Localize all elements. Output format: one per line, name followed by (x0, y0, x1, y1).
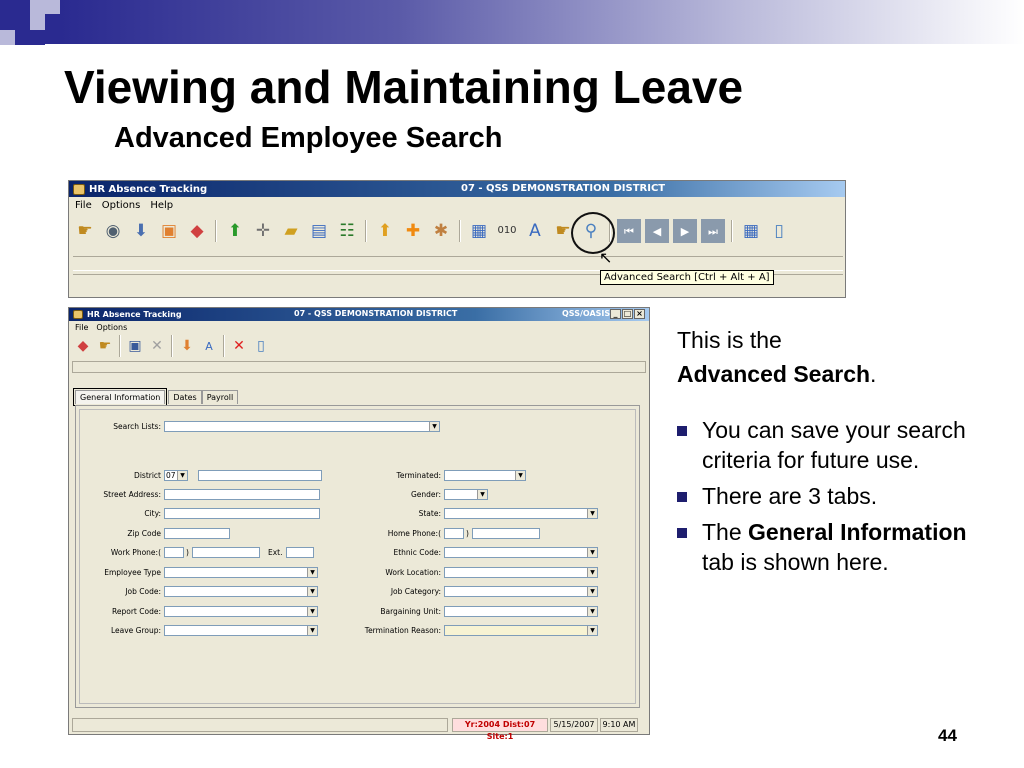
binary-icon[interactable]: 010 (497, 225, 517, 236)
report-code-label: Report Code: (112, 607, 161, 616)
gender-label: Gender: (410, 490, 441, 499)
job-category-select[interactable] (444, 586, 598, 597)
ethnic-code-label: Ethnic Code: (393, 548, 441, 557)
upload-icon[interactable]: ⬆ (227, 220, 243, 241)
close-button[interactable]: × (634, 309, 645, 319)
search-hand-icon[interactable]: ☛ (77, 220, 93, 241)
ethnic-code-select[interactable] (444, 547, 598, 558)
advanced-search-tooltip: Advanced Search [Ctrl + Alt + A] (600, 270, 774, 285)
employee-type-select[interactable] (164, 567, 318, 578)
search-tabs (75, 390, 238, 404)
state-label: State: (418, 509, 441, 518)
bargaining-unit-label: Bargaining Unit: (380, 607, 441, 616)
menu-help[interactable]: Help (150, 200, 174, 211)
module-title: QSS/OASIS (562, 309, 611, 318)
document-icon[interactable]: ▣ (160, 220, 178, 241)
gender-select[interactable] (444, 489, 488, 500)
terminated-select[interactable] (444, 470, 526, 481)
area-code-close-paren: ) (186, 548, 189, 557)
toolbar-separator (223, 335, 225, 357)
bullet-list (677, 415, 977, 583)
eraser-icon[interactable]: ◆ (77, 338, 89, 354)
bullet-text-bold: General Information (748, 519, 967, 545)
work-phone-label (111, 548, 161, 557)
open-folder-icon[interactable]: ▰ (284, 220, 298, 241)
window-title: HR Absence Tracking (89, 183, 208, 195)
state-select[interactable] (444, 508, 598, 519)
job-code-select[interactable] (164, 586, 318, 597)
tab-payroll[interactable]: Payroll (202, 390, 239, 404)
advanced-search-window (68, 307, 650, 741)
extension-label: Ext. (268, 548, 283, 557)
city-label: City: (144, 509, 161, 518)
work-location-label: Work Location: (385, 568, 441, 577)
main-toolbar (69, 214, 845, 248)
extension-input[interactable] (286, 547, 314, 558)
computer-icon[interactable]: ▯ (774, 220, 784, 241)
dropdown-arrow-icon: ▼ (587, 568, 597, 577)
magnifier-icon[interactable]: ⚲ (584, 220, 598, 241)
dropdown-arrow-icon: ▼ (587, 548, 597, 557)
dropdown-arrow-icon: ▼ (587, 626, 597, 635)
termination-reason-select[interactable] (444, 625, 598, 636)
mouse-cursor-icon: ↖ (599, 250, 613, 267)
bullet-text: There are 3 tabs. (702, 483, 878, 509)
tab-dates[interactable]: Dates (168, 390, 201, 404)
tab-general-information[interactable]: General Information (75, 390, 165, 404)
toolbar-strip (72, 361, 646, 373)
last-record-icon[interactable]: ⏭ (701, 219, 725, 243)
bullet-square-icon (677, 492, 687, 502)
bullet-square-icon (677, 528, 687, 538)
general-information-panel (75, 405, 640, 708)
side-intro (677, 323, 1007, 391)
dropdown-arrow-icon: ▼ (307, 587, 317, 596)
delete-disabled-icon[interactable]: ✕ (151, 338, 163, 354)
menu-file[interactable]: File (75, 200, 92, 211)
bullet-square-icon (677, 426, 687, 436)
computer-icon[interactable]: ▯ (257, 338, 265, 354)
search-hand-icon[interactable]: ☛ (98, 338, 112, 354)
dropdown-arrow-icon: ▼ (477, 490, 487, 499)
toolbar-separator (215, 220, 217, 242)
toolbar-separator (119, 335, 121, 357)
menu-bar (69, 321, 649, 334)
dropdown-arrow-icon: ▼ (177, 471, 187, 480)
decorative-square (0, 30, 15, 45)
report-code-select[interactable] (164, 606, 318, 617)
app-icon (73, 184, 85, 195)
slide-title: Viewing and Maintaining Leave (64, 61, 744, 113)
bullet-item (677, 517, 977, 577)
dropdown-arrow-icon: ▼ (587, 587, 597, 596)
next-record-icon[interactable]: ▶ (673, 219, 697, 243)
refresh-icon[interactable]: ◉ (105, 220, 121, 241)
job-code-label: Job Code: (125, 587, 161, 596)
decorative-square (15, 30, 45, 45)
home-phone-number-input[interactable] (472, 528, 540, 539)
load-icon[interactable]: ⬇ (181, 338, 193, 354)
status-bar (72, 718, 646, 741)
status-date: 5/15/2007 (550, 718, 598, 732)
terminated-label: Terminated: (396, 471, 441, 480)
toolbar-separator (731, 220, 733, 242)
work-location-select[interactable] (444, 567, 598, 578)
district-value: 07 (166, 471, 176, 480)
book-icon[interactable]: ▤ (310, 220, 328, 241)
move-icon[interactable]: ✛ (255, 220, 271, 241)
window-title: HR Absence Tracking (87, 310, 182, 319)
first-record-icon[interactable]: ⏮ (617, 219, 641, 243)
search-toolbar (69, 334, 649, 358)
previous-record-icon[interactable]: ◀ (645, 219, 669, 243)
checklist-icon[interactable]: ☷ (339, 220, 355, 241)
toolbar-separator (171, 335, 173, 357)
dropdown-arrow-icon: ▼ (587, 607, 597, 616)
area-code-open-paren: ( (158, 548, 161, 557)
search-lists-label: Search Lists: (113, 422, 161, 431)
eraser-icon[interactable]: ◆ (190, 220, 204, 241)
district-title: 07 - QSS DEMONSTRATION DISTRICT (294, 309, 458, 318)
menu-file[interactable]: File (75, 323, 89, 332)
slide-subtitle: Advanced Employee Search (114, 122, 503, 154)
dropdown-arrow-icon: ▼ (587, 509, 597, 518)
bargaining-unit-select[interactable] (444, 606, 598, 617)
district-title: 07 - QSS DEMONSTRATION DISTRICT (461, 183, 666, 194)
termination-reason-label: Termination Reason: (364, 626, 441, 635)
zip-code-input[interactable] (164, 528, 230, 539)
toolbar-separator (459, 220, 461, 242)
menu-bar (69, 197, 845, 214)
bullet-item (677, 415, 977, 475)
dropdown-arrow-icon: ▼ (515, 471, 525, 480)
home-phone-label (388, 529, 441, 538)
bullet-text-pre: The (702, 519, 742, 545)
decorative-square (0, 0, 30, 30)
search-lists-select[interactable] (164, 421, 440, 432)
menu-options[interactable]: Options (101, 200, 141, 211)
menu-options[interactable]: Options (96, 323, 128, 332)
street-address-input[interactable] (164, 489, 320, 500)
minimize-button[interactable]: _ (610, 309, 621, 319)
city-input[interactable] (164, 508, 320, 519)
title-gradient-bar (60, 0, 1024, 44)
leave-group-select[interactable] (164, 625, 318, 636)
job-category-label: Job Category: (390, 587, 441, 596)
download-icon[interactable]: ⬇ (133, 220, 149, 241)
side-intro-bold: Advanced Search (677, 361, 871, 387)
area-code-close-paren: ) (466, 529, 469, 538)
grid-icon[interactable]: ▦ (742, 220, 760, 241)
bullet-item (677, 481, 977, 511)
work-phone-area-input[interactable] (164, 547, 184, 558)
view-icon[interactable]: ▦ (470, 220, 488, 241)
window-titlebar (69, 308, 649, 321)
toolbar-separator (365, 220, 367, 242)
status-message (72, 718, 448, 732)
district-name-field[interactable] (198, 470, 322, 481)
side-intro-period: . (870, 361, 877, 387)
export-icon[interactable]: ⬆ (377, 220, 393, 241)
bullet-text-post: tab is shown here. (702, 549, 889, 575)
add-icon[interactable]: ✚ (405, 220, 421, 241)
work-phone-label-text: Work Phone: (110, 548, 159, 557)
advanced-search-icon[interactable]: ☛ (555, 220, 571, 241)
cancel-icon[interactable]: ✕ (233, 338, 245, 354)
side-intro-text: This is the (677, 327, 782, 353)
status-context: Yr:2004 Dist:07 Site:1 (452, 718, 548, 732)
toolbar-status-strip (73, 256, 843, 271)
street-address-label: Street Address: (103, 490, 161, 499)
work-phone-number-input[interactable] (192, 547, 260, 558)
district-select[interactable] (164, 470, 188, 481)
settings-icon[interactable]: ✱ (433, 220, 449, 241)
leave-group-label: Leave Group: (110, 626, 161, 635)
home-phone-area-input[interactable] (444, 528, 464, 539)
maximize-button[interactable]: □ (623, 309, 632, 318)
dropdown-arrow-icon: ▼ (307, 607, 317, 616)
dropdown-arrow-icon: ▼ (307, 626, 317, 635)
employee-type-label: Employee Type (104, 568, 161, 577)
save-icon[interactable]: ▣ (128, 338, 142, 354)
status-time: 9:10 AM (600, 718, 638, 732)
home-phone-label-text: Home Phone: (387, 529, 439, 538)
sort-icon[interactable]: A (529, 220, 541, 241)
sort-icon[interactable]: A (205, 339, 213, 353)
district-label: District (134, 471, 161, 480)
decorative-square (45, 14, 60, 44)
window-titlebar (69, 181, 845, 197)
zip-code-label: Zip Code (127, 529, 161, 538)
page-number: 44 (938, 726, 957, 745)
bullet-text: You can save your search criteria for future use. (702, 417, 966, 473)
dropdown-arrow-icon: ▼ (307, 568, 317, 577)
app-icon (73, 310, 83, 319)
dropdown-arrow-icon: ▼ (429, 422, 439, 431)
form-frame (79, 409, 636, 704)
area-code-open-paren: ( (438, 529, 441, 538)
